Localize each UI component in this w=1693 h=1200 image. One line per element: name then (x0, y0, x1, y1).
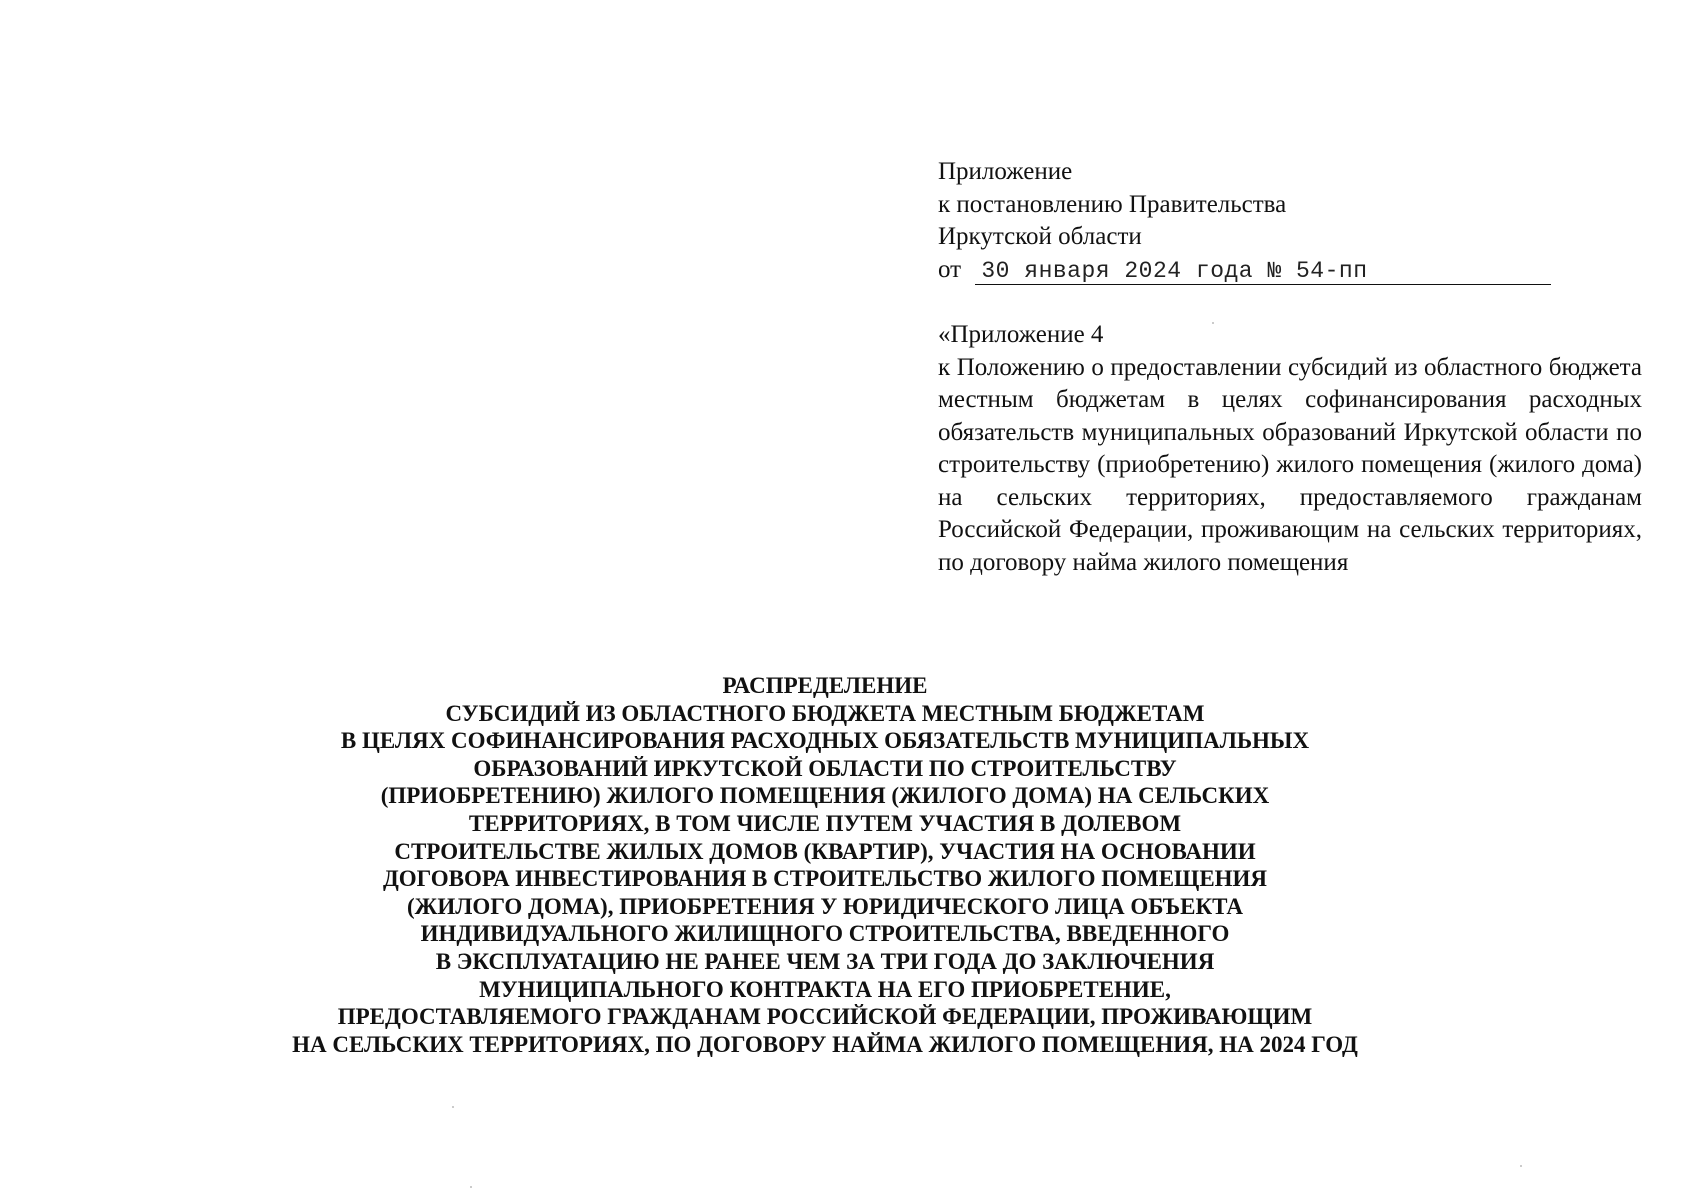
title-line: СУБСИДИЙ ИЗ ОБЛАСТНОГО БЮДЖЕТА МЕСТНЫМ БЮДЖЕТАМ (445, 700, 1205, 726)
title-line: (ПРИОБРЕТЕНИЮ) ЖИЛОГО ПОМЕЩЕНИЯ (ЖИЛОГО ДОМА) НА СЕЛЬСКИХ (380, 783, 1270, 809)
scan-speck (1520, 1165, 1522, 1167)
position-reference (938, 319, 1642, 579)
document-title (240, 672, 1410, 1058)
title-line: НА СЕЛЬСКИХ ТЕРРИТОРИЯХ, ПО ДОГОВОРУ НАЙМА ЖИЛОГО ПОМЕЩЕНИЯ, НА 2024 ГОД (292, 1031, 1358, 1057)
title-line: МУНИЦИПАЛЬНОГО КОНТРАКТА НА ЕГО ПРИОБРЕТЕНИЕ, (479, 976, 1171, 1002)
appendix-header (938, 156, 1538, 286)
scan-speck (452, 1106, 454, 1108)
date-prefix: от (938, 255, 962, 283)
title-line: ИНДИВИДУАЛЬНОГО ЖИЛИЩНОГО СТРОИТЕЛЬСТВА, ВВЕДЕННОГО (420, 921, 1230, 947)
title-line: ОБРАЗОВАНИЙ ИРКУТСКОЙ ОБЛАСТИ ПО СТРОИТЕЛЬСТВУ (473, 755, 1177, 781)
title-line: ТЕРРИТОРИЯХ, В ТОМ ЧИСЛЕ ПУТЕМ УЧАСТИЯ В ДОЛЕВОМ (468, 810, 1182, 836)
title-line: (ЖИЛОГО ДОМА), ПРИОБРЕТЕНИЯ У ЮРИДИЧЕСКОГО ЛИЦА ОБЪЕКТА (407, 893, 1243, 919)
title-line: РАСПРЕДЕЛЕНИЕ (722, 673, 928, 698)
title-line: В ЭКСПЛУАТАЦИЮ НЕ РАНЕЕ ЧЕМ ЗА ТРИ ГОДА ДО ЗАКЛЮЧЕНИЯ (435, 948, 1215, 974)
title-line: ПРЕДОСТАВЛЯЕМОГО ГРАЖДАНАМ РОССИЙСКОЙ ФЕДЕРАЦИИ, ПРОЖИВАЮЩИМ (337, 1004, 1313, 1030)
resolution-date-stamp: 30 января 2024 года № 54-пп (975, 258, 1551, 285)
title-line: ДОГОВОРА ИНВЕСТИРОВАНИЯ В СТРОИТЕЛЬСТВО ЖИЛОГО ПОМЕЩЕНИЯ (382, 866, 1268, 892)
title-line: СТРОИТЕЛЬСТВЕ ЖИЛЫХ ДОМОВ (КВАРТИР), УЧАСТИЯ НА ОСНОВАНИИ (394, 838, 1256, 864)
appendix-line-1: Приложение (938, 158, 1073, 185)
scan-speck (1212, 322, 1214, 324)
resolution-date-line (938, 254, 1538, 287)
position-reference-heading: «Приложение 4 (938, 321, 1104, 348)
appendix-line-3: Иркутской области (938, 223, 1142, 250)
position-reference-body: к Положению о предоставлении субсидий из областного бюджета местным бюджетам в целях софинансирования расходных обязательств муниципальных образований Иркутской области по строительству (приобретению) жилого помещения (жилого дома) на сельских территориях, предоставляемого гражданам Российской Федерации, проживающим на сельских территориях, по договору найма жилого помещения (938, 353, 1642, 576)
scan-speck (470, 1186, 472, 1188)
title-line: В ЦЕЛЯХ СОФИНАНСИРОВАНИЯ РАСХОДНЫХ ОБЯЗАТЕЛЬСТВ МУНИЦИПАЛЬНЫХ (340, 728, 1310, 754)
appendix-line-2: к постановлению Правительства (938, 190, 1287, 218)
